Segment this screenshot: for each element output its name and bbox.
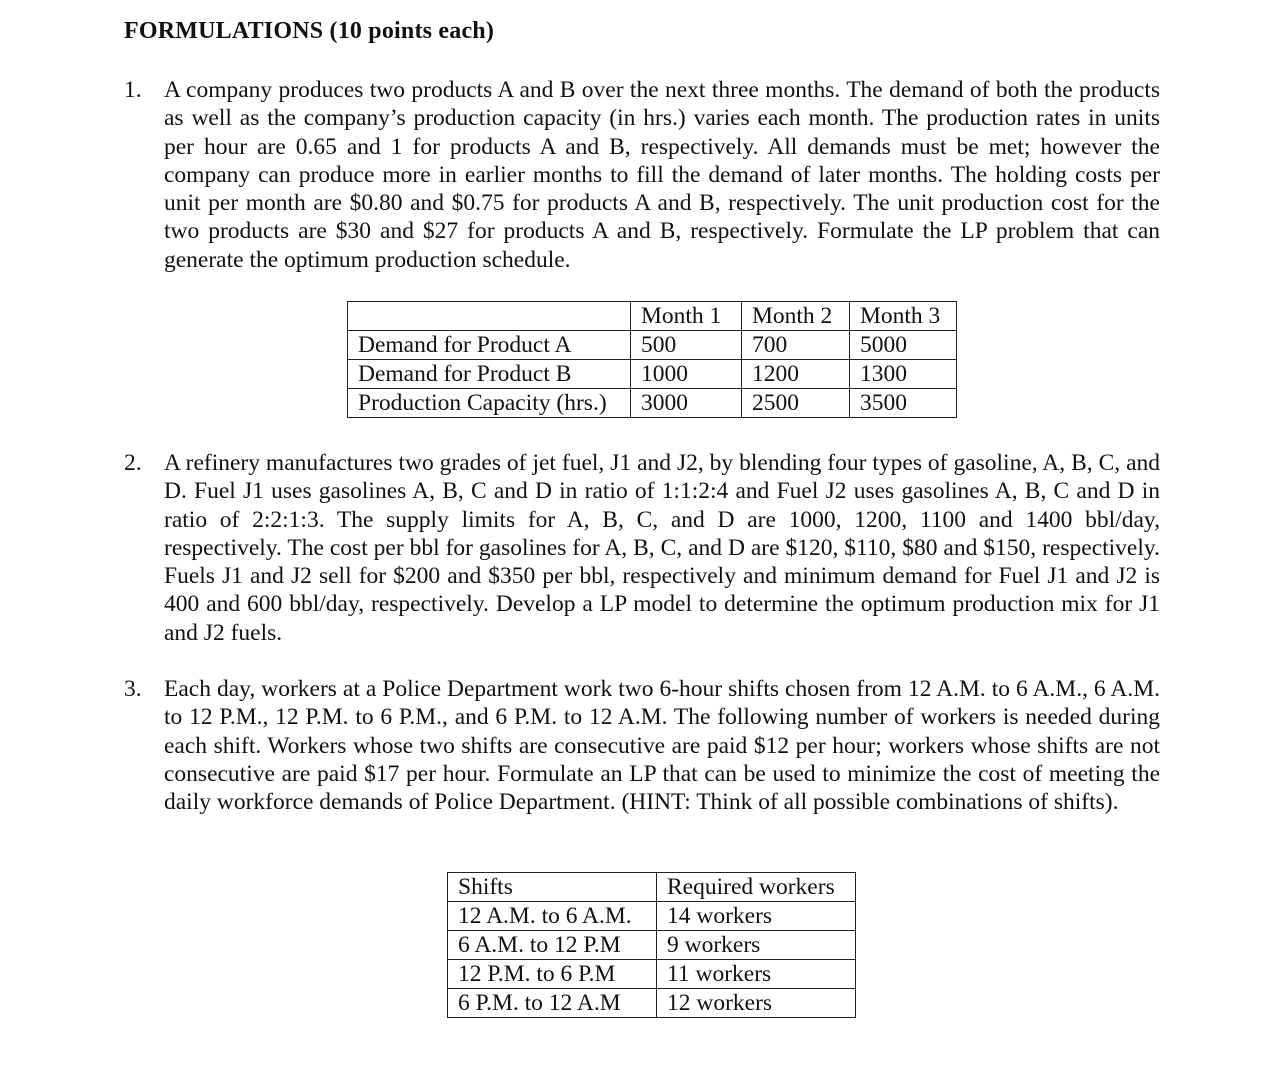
table-cell: 700	[742, 331, 850, 360]
table-row	[448, 902, 856, 931]
table-cell: 11 workers	[657, 960, 856, 989]
table-row	[348, 331, 957, 360]
table-header-cell: Month 2	[742, 302, 850, 331]
problem-3	[124, 675, 1160, 816]
table-header-cell	[348, 302, 631, 331]
table-cell: 1300	[850, 360, 957, 389]
table-cell: 3500	[850, 389, 957, 418]
table-cell: 12 A.M. to 6 A.M.	[448, 902, 657, 931]
table-header-cell: Month 3	[850, 302, 957, 331]
problem-2	[124, 449, 1160, 647]
table-cell: 9 workers	[657, 931, 856, 960]
table-header-cell: Required workers	[657, 873, 856, 902]
problem-number: 2.	[124, 450, 142, 476]
table-row	[448, 931, 856, 960]
table-cell: 2500	[742, 389, 850, 418]
table-row	[448, 989, 856, 1018]
problem-number: 3.	[124, 676, 142, 702]
problem-text: Each day, workers at a Police Department work two 6-hour shifts chosen from 12 A.M. to 6 A.M., 6 A.M. to 12 P.M., 12 P.M. to 6 P.M., and 6 P.M. to 12 A.M. The following number of workers is needed during each shift. Workers whose two shifts are consecutive are paid $12 per hour; workers whose shifts are not consecutive are paid $17 per hour. Formulate an LP that can be used to minimize the cost of meeting the daily workforce demands of Police Department. (HINT: Think of all possible combinations of shifts).	[164, 676, 1160, 816]
table-cell: 5000	[850, 331, 957, 360]
problem-text: A company produces two products A and B over the next three months. The demand of both the products as well as the company’s production capacity (in hrs.) varies each month. The production rates in units per hour are 0.65 and 1 for products A and B, respectively. All demands must be met; however the company can produce more in earlier months to fill the demand of later months. The holding costs per unit per month are $0.80 and $0.75 for products A and B, respectively. The unit production cost for the two products are $30 and $27 for products A and B, respectively. Formulate the LP problem that can generate the optimum production schedule.	[164, 77, 1160, 273]
problem-1	[124, 76, 1160, 274]
problem-text: A refinery manufactures two grades of jet fuel, J1 and J2, by blending four types of gasoline, A, B, C, and D. Fuel J1 uses gasolines A, B, C and D in ratio of 1:1:2:4 and Fuel J2 uses gasolines A, B, C and D in ratio of 2:2:1:3. The supply limits for A, B, C, and D are 1000, 1200, 1100 and 1400 bbl/day, respectively. The cost per bbl for gasolines for A, B, C, and D are $120, $110, $80 and $150, respectively. Fuels J1 and J2 sell for $200 and $350 per bbl, respectively and minimum demand for Fuel J1 and J2 is 400 and 600 bbl/day, respectively. Develop a LP model to determine the optimum production mix for J1 and J2 fuels.	[164, 450, 1160, 646]
page-heading: FORMULATIONS (10 points each)	[124, 18, 495, 44]
table-header-cell: Month 1	[631, 302, 742, 331]
production-table	[347, 301, 957, 418]
table-cell: 14 workers	[657, 902, 856, 931]
table-cell: 1200	[742, 360, 850, 389]
table-header-cell: Shifts	[448, 873, 657, 902]
table-header-row	[348, 302, 957, 331]
problem-number: 1.	[124, 77, 142, 103]
shifts-table	[447, 872, 856, 1018]
table-cell: 6 P.M. to 12 A.M	[448, 989, 657, 1018]
table-cell: 3000	[631, 389, 742, 418]
table-cell: 1000	[631, 360, 742, 389]
table-cell: Production Capacity (hrs.)	[348, 389, 631, 418]
table-header-row	[448, 873, 856, 902]
table-row	[348, 389, 957, 418]
table-cell: 500	[631, 331, 742, 360]
table-cell: 12 P.M. to 6 P.M	[448, 960, 657, 989]
table-row	[448, 960, 856, 989]
table-cell: Demand for Product A	[348, 331, 631, 360]
table-cell: 6 A.M. to 12 P.M	[448, 931, 657, 960]
table-row	[348, 360, 957, 389]
table-cell: 12 workers	[657, 989, 856, 1018]
table-cell: Demand for Product B	[348, 360, 631, 389]
